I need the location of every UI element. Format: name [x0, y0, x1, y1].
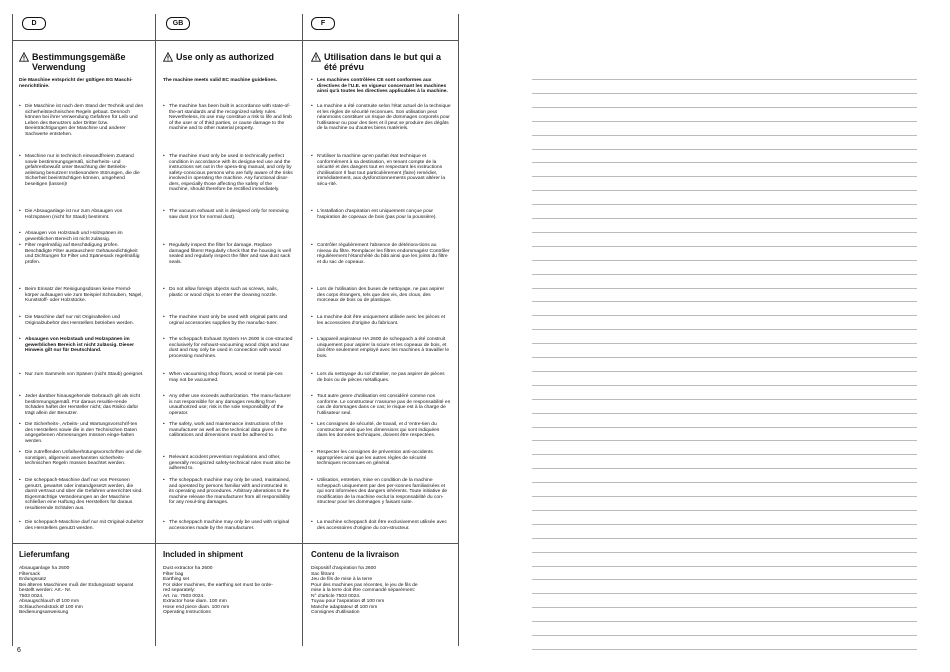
note-line	[532, 288, 917, 289]
list-item: • Respecter les consignes de prévention anti-accidents appropriées ainsi que les autres règles de sécurité techniques reconnues en général.	[311, 450, 451, 467]
language-badge-de: D	[22, 17, 46, 30]
list-item: • Lors du nettoyage du sol d'atelier, ne pas aspirer de pièces de bois ou de pièces métalliques.	[311, 372, 451, 383]
note-line	[532, 440, 917, 441]
list-item: Filter bag	[163, 571, 184, 577]
list-item: • Regularly inspect the filter for damage. Replace damaged filters! Regularly check that the housing is well sealed and regularly inspect the filter and saw dust sack seals.	[163, 243, 293, 265]
note-line	[532, 190, 917, 191]
note-line	[532, 496, 917, 497]
note-line	[532, 482, 917, 483]
list-item: bestellt werden: Art.- Nr.	[19, 588, 72, 593]
list-item: Sac filtrant	[311, 571, 335, 577]
note-line	[532, 274, 917, 275]
list-item: Bedienungsanweisung	[19, 610, 69, 615]
note-line	[532, 301, 917, 302]
list-item: • Do not allow foreign objects such as screws, nails, plastic or wood chips to enter the cleaning nozzle.	[163, 287, 293, 298]
list-item: • The safety, work and maintenance instructions of the manufacturer as well as the technical data given in the calibrations and dimensions must be adhered to.	[163, 422, 293, 439]
list-item: • The machine must only be used with original parts and orginal accessories supplies by the manufac-turer.	[163, 315, 293, 326]
list-item: • The machine must only be used in technically perfect condition in accordance with its designa-ted use and the instructions set out in the opera-ting manual, and only by safety-conscious persons who are fully aware of the risks involved in operating the machine. Any functional disor-ders, especially those affecting the safety of the machine, should therefore be rectified immediately.	[163, 154, 293, 193]
note-line	[532, 371, 917, 372]
list-item: • Relevant accident prevention regulations and other, generally recognized safety-technical rules must also be adhered to.	[163, 455, 293, 472]
list-item: • Les machines contrôlées CE sont conformes aux directives de l'U.E. en vigueur concernant les machines ainsi qu'à toutes les directives applicables à la machine.	[311, 78, 451, 95]
note-line	[532, 315, 917, 316]
list-item: • The scheppach Exhaust System HA 2600 is con-structed exclusively for exhaust-vacuuming wood chips and saw dust and may only be used in connection with wood processing machines.	[163, 337, 293, 359]
list-item: Dust extractor ha 2600	[163, 566, 213, 571]
shipment-title-gb: Included in shipment	[163, 550, 244, 559]
list-item: • Beim Einsatz der Reinigungsdüsen keine Fremd-körper aufsaugen wie zum Beispiel Schrauben, Nägel, Kunststoff- oder Holzstücke.	[19, 287, 145, 304]
note-line	[532, 343, 917, 344]
note-line	[532, 538, 917, 539]
column-divider	[12, 14, 13, 646]
note-line	[532, 385, 917, 386]
list-item: • La machine a été construite selon l'état actuel de la technique et les règles de sécurité reconnues. Son utilisation peut néanmoins constituer un risque de dommages corporels pour l'utilisateur ou pour des tiers et il peut se produire des dégâts de la machine ou d'autres biens matériels.	[311, 104, 451, 132]
list-item: Dispositif d'aspiration ha 2600	[311, 566, 377, 571]
list-item: • Die zutreffenden Unfallverhütungsvorschriften und die sonstigen, allgemein anerkannten sicherheits-technischen Regeln müssen beachtet werden.	[19, 450, 145, 467]
note-line	[532, 93, 917, 94]
language-badge-fr: F	[311, 17, 335, 30]
list-item: Manche adaptateur Ø 100 mm	[311, 604, 378, 610]
note-line	[532, 649, 917, 650]
list-item: • Absaugen von Holzstaub und Holzspänen im gewerblichen Bereich ist nicht zulässig. Dieser Hinweis gilt nur für Deutschland.	[19, 337, 145, 354]
note-line	[532, 218, 917, 219]
list-item: Operating Instructions	[163, 610, 211, 615]
language-badge-gb: GB	[166, 17, 190, 30]
list-item: Absauganlage ha 2600	[19, 566, 70, 571]
note-line	[532, 329, 917, 330]
list-item: • Die Absauganlage ist nur zum Absaugen von Holzspänen (nicht für Staub) bestimmt.	[19, 209, 145, 220]
list-item: • L'appareil aspirateur HA 2600 de scheppach a été construit uniquement pour aspirer la sciure et les copeaux de bois, et doit être seulement employé avec les machines à travailler le bois.	[311, 337, 451, 359]
list-item: Bei älteren Maschinen muß der Erdungssatz separat	[19, 582, 134, 588]
note-line	[532, 510, 917, 511]
list-item: Extractor hose diam. 100 mm	[163, 599, 227, 604]
list-item: Hose end piece diam. 100 mm	[163, 604, 230, 610]
list-item: Tuyau pour l'aspiration Ø 100 mm	[311, 599, 385, 604]
note-line	[532, 468, 917, 469]
list-item: • Les consignes de sécurité, de travail, et d 'entre-tien du constructeur ainsi que les dimensions qui sont indiquées dans les données techniques, doivent être respectées.	[311, 422, 451, 439]
note-line	[532, 399, 917, 400]
list-item: • Maschine nur in technisch einwandfreiem Zustand sowie bestimmungsgemäß, sicherheits- und gefahrenbewußt unter Beachtung der Betriebs-anleitung benutzen! Insbesondere Störungen, die die Sicherheit beeinträchtigen können, umgehend beseitigen (lassen)!	[19, 154, 145, 187]
list-item: Art. no. 7503 0024.	[163, 593, 205, 599]
list-item: Absaugschlauch Ø 100 mm	[19, 599, 80, 604]
list-item: Pour des machines pas récentes, le jeu de fils de	[311, 582, 418, 588]
note-line	[532, 176, 917, 177]
list-item: • La machine scheppach doit être exclusivement utilisée avec des accessoires d'origine du con-structeur.	[311, 520, 451, 531]
note-line	[532, 621, 917, 622]
note-line	[532, 357, 917, 358]
list-item: Jeu de fils de mise à la terre	[311, 577, 373, 582]
list-item: Consignes d'utilisation	[311, 610, 360, 615]
list-item: 7503 0024.	[19, 593, 44, 599]
warning-triangle-icon	[19, 52, 29, 62]
warning-triangle-icon	[163, 52, 173, 62]
shipment-list-de	[19, 566, 133, 616]
note-line	[532, 79, 917, 80]
note-line	[532, 260, 917, 261]
note-line	[532, 566, 917, 567]
note-line	[532, 413, 917, 414]
note-line	[532, 121, 917, 122]
list-item: • Absaugen von Holzstaub und Holzspänen im gewerblichen Bereich ist nicht zulässig.	[19, 231, 145, 242]
list-item: • Die Maschine darf nur mit Originalteilen und Originalzubehör des Herstellers betrieben werden.	[19, 315, 145, 326]
note-line	[532, 635, 917, 636]
shipment-list-gb	[163, 566, 273, 616]
section-title-gb: Use only as authorized	[176, 52, 275, 62]
column-divider	[155, 14, 156, 646]
list-item: mise à la terre doit être commandé séparément:	[311, 588, 416, 593]
column-divider	[302, 14, 303, 646]
intro-de: Die Maschine entspricht der gültigen EG Maschi-nenrichtlinie.	[19, 78, 133, 89]
list-item: • Filter regelmäßig auf Beschädigung prüfen. Beschädigte Filter austauschen! Gehäusedichtigkeit und Dichtungen für Filter und Spänesack regelmäßig prüfen.	[19, 243, 145, 265]
list-item: • Die Sicherheits-, Arbeits- und Wartungsvorschrif-ten des Herstellers sowie die in den Technischen Daten angegebenen Abmessungen müssen einge-halten werden.	[19, 422, 145, 444]
list-item: Schlauchendstück Ø 100 mm	[19, 604, 83, 610]
list-item: • La machine doit être uniquement utilisée avec les pièces et les accessoires d'origine du fabricant.	[311, 315, 451, 326]
section-title-de: Bestimmungsgemäße Verwendung	[32, 52, 126, 72]
list-item: • Any other use exceeds authorization. The manu-facturer is not responsible for any damages resulting from unauthorized use; risk is the sole responsibility of the operator.	[163, 394, 293, 416]
list-item: • N'utiliser la machine qu'en parfait état technique et conformément à sa destination, en tenant compte de la sécurité et des dangers tout en respectant les instructions d'utilisation! Il faut tout particulièrement (faire) remédier, immédiatement, aux dysfonctionnements pouvant altérer la sécu-rité.	[311, 154, 451, 187]
note-line	[532, 524, 917, 525]
note-line	[532, 107, 917, 108]
list-item: • Lors de l'utilisation des buses de nettoyage, ne pas aspirer des corps étrangers, tels que des vis, des clous, des morceaux de bois ou de plastique.	[311, 287, 451, 304]
note-line	[532, 454, 917, 455]
list-item: red separately:	[163, 588, 196, 593]
list-item: • Die Maschine ist nach dem Stand der Technik und den sicherheitstechnischen Regeln gebaut. Dennoch können bei ihrer Verwendung Gefahren für Leib und Leben des Benutzers oder Dritter bzw. Beeinträchtigungen der Maschine und anderer Sachwerte entstehen.	[19, 104, 145, 137]
list-item: • Utilisation, entretien, mise en condition de la machine scheppach uniquement par des per-sonnes familiarisées et qui sont informées des dangers inhérents. Toute initiative de modification de la machine exclut la responsabilité du con-structeur pour les dommages y faisant suite.	[311, 478, 451, 506]
section-title-fr: Utilisation dans le but qui a été prévu	[324, 52, 442, 72]
note-line	[532, 607, 917, 608]
list-item: • L'installation d'aspiration est uniquement conçue pour l'aspiration de copeaux de bois (pas pour la poussière).	[311, 209, 451, 220]
note-line	[532, 593, 917, 594]
shipment-rule	[12, 543, 458, 544]
list-item: • The scheppach machine may only be used with original accessories made by the manufacturer.	[163, 520, 293, 531]
note-line	[532, 552, 917, 553]
shipment-title-de: Lieferumfang	[19, 550, 70, 559]
page-number: 6	[17, 647, 21, 654]
list-item: • When vacuuming shop floors, wood or metal pie-ces may not be vacuumed.	[163, 372, 293, 383]
list-item: • Nur zum Sammeln von Spänen (nicht Staub) geeignet.	[19, 372, 145, 378]
note-line	[532, 162, 917, 163]
note-line	[532, 135, 917, 136]
note-line	[532, 246, 917, 247]
intro-gb: The machine meets valid EC machine guidelines.	[163, 78, 278, 83]
list-item: Erdungssatz	[19, 577, 47, 582]
list-item: For older machines, the earthing set must be orde-	[163, 582, 273, 588]
list-item: • The vacuum exhaust unit is designed only for removing saw dust (nor for normal dust).	[163, 209, 293, 220]
list-item: • Contrôler régulièrement l'absence de détériora-tions au niveau du filtre. Remplacer les filtres endommagés! Contrôler régulièrement l'étanchéité du bâti ainsi que les joints du filtre et du sac de copeaux.	[311, 243, 451, 265]
note-line	[532, 232, 917, 233]
list-item: • Tout autre genre d'utilisation est considéré comme non conforme. Le constructeur n'assume pas de responsabilité en cas de dommages dans ce cas; le risque est à la charge de l'utilisateur seul.	[311, 394, 451, 416]
list-item: • The scheppach machine may only be used, maintained, and operated by persons familiar with and instructed in its operating and procedures. Arbitrary alterations to the machine release the manufacturer from all responsibility for any resul-ting damages.	[163, 478, 293, 506]
note-line	[532, 149, 917, 150]
column-divider	[458, 14, 459, 646]
list-item: Filtersack	[19, 571, 40, 577]
list-item: • The machine has been built in accordance with state-of-the-art standards and the recognized safety rules. Nevertheless, its use may constitue a risk to life and limb of the user or of third parties, or cause damage to the machine and to other material property.	[163, 104, 293, 132]
note-line	[532, 579, 917, 580]
shipment-list-fr	[311, 566, 418, 616]
note-line	[532, 427, 917, 428]
shipment-title-fr: Contenu de la livraison	[311, 550, 400, 559]
list-item: • Die scheppach-Maschine darf nur mit Original-zubehör des Herstellers genutzt werden.	[19, 520, 145, 531]
list-item: N° d'article 7503 0024.	[311, 593, 361, 599]
list-item: • Die scheppach-Maschine darf nur von Personen genutzt, gewartet oder instandgesetzt werden, die damit vertraut und über die Gefahren unterrichtet sind. Eigenmächtige Veränderungen an der Maschine schließen eine Haftung des Herstellers für daraus resultierende Schäden aus.	[19, 478, 145, 511]
list-item: • Jeder darüber hinausgehende Gebrauch gilt als nicht bestimmungsgemäß. Für daraus resultie-rende Schäden haftet der Hersteller nicht; das Risiko dafür trägt allein der Benutzer.	[19, 394, 145, 416]
warning-triangle-icon	[311, 52, 321, 62]
list-item: Earthing set	[163, 577, 190, 582]
header-rule	[12, 40, 458, 41]
note-line	[532, 204, 917, 205]
